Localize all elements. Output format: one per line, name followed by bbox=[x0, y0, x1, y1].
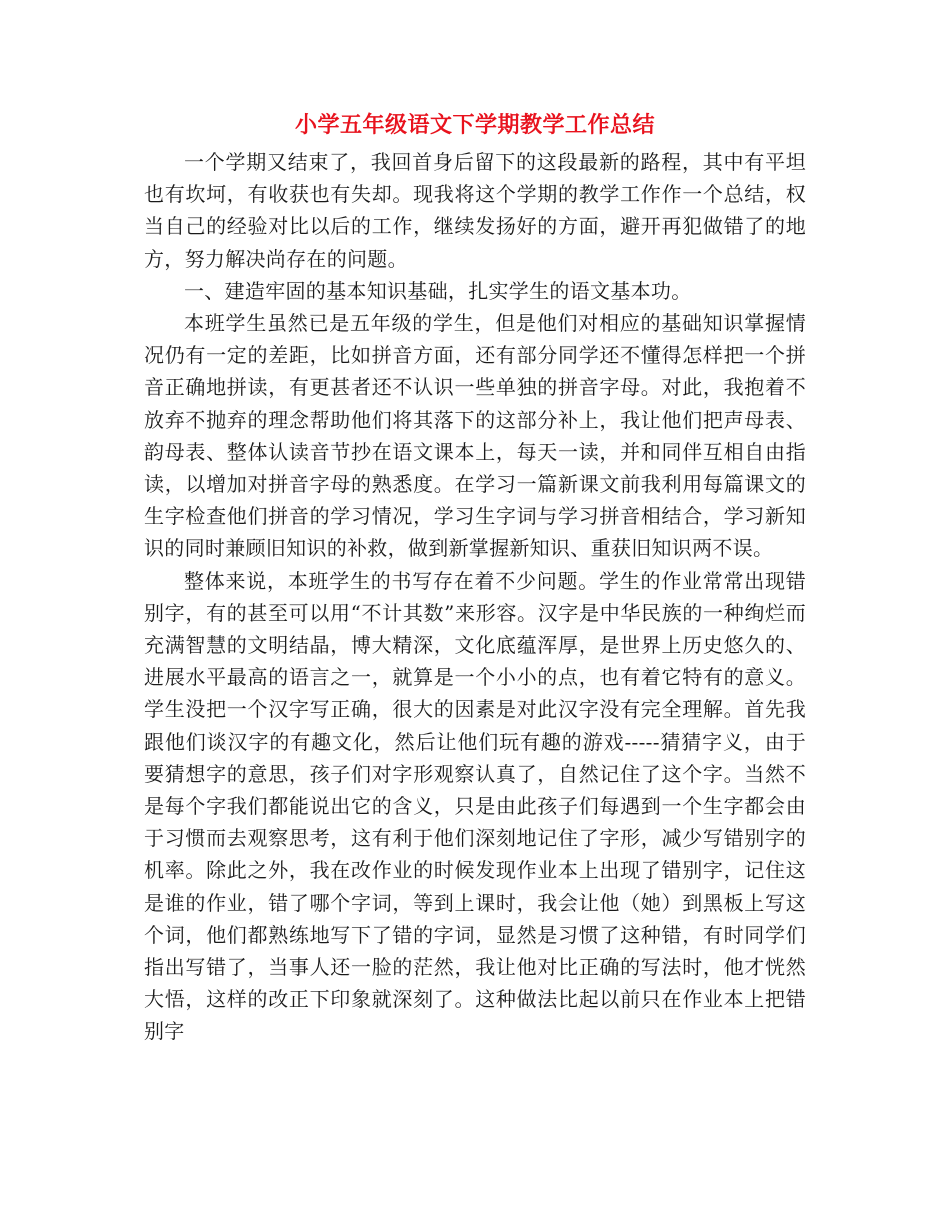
intro-paragraph: 一个学期又结束了，我回首身后留下的这段最新的路程，其中有平坦也有坎坷，有收获也有失却。现我将这个学期的教学工作作一个总结，权当自己的经验对比以后的工作，继续发扬好的方面，避开再犯做错了的地方，努力解决尚存在的问题。 bbox=[144, 150, 806, 271]
document-body bbox=[144, 146, 806, 1048]
section-heading-1: 一、建造牢固的基本知识基础，扎实学生的语文基本功。 bbox=[184, 278, 692, 303]
pinyin-paragraph: 本班学生虽然已是五年级的学生，但是他们对相应的基础知识掌握情况仍有一定的差距，比如拼音方面，还有部分同学还不懂得怎样把一个拼音正确地拼读，有更甚者还不认识一些单独的拼音字母。对此，我抱着不放弃不抛弃的理念帮助他们将其落下的这部分补上，我让他们把声母表、韵母表、整体认读音节抄在语文课本上，每天一读，并和同伴互相自由指读，以增加对拼音字母的熟悉度。在学习一篇新课文前我利用每篇课文的生字检查他们拼音的学习情况，学习生字词与学习拼音相结合，学习新知识的同时兼顾旧知识的补救，做到新掌握新知识、重获旧知识两不误。 bbox=[144, 311, 806, 561]
document-title: 小学五年级语文下学期教学工作总结 bbox=[294, 113, 655, 138]
writing-paragraph: 整体来说，本班学生的书写存在着不少问题。学生的作业常常出现错别字，有的甚至可以用“不计其数”来形容。汉字是中华民族的一种绚烂而充满智慧的文明结晶，博大精深，文化底蕴浑厚，是世界上历史悠久的、进展水平最高的语言之一，就算是一个小小的点，也有着它特有的意义。学生没把一个汉字写正确，很大的因素是对此汉字没有完全理解。首先我跟他们谈汉字的有趣文化，然后让他们玩有趣的游戏-----猜猜字义，由于要猜想字的意思，孩子们对字形观察认真了，自然记住了这个字。当然不是每个字我们都能说出它的含义，只是由此孩子们每遇到一个生字都会由于习惯而去观察思考，这有利于他们深刻地记住了字形，减少写错别字的机率。除此之外，我在改作业的时候发现作业本上出现了错别字，记住这是谁的作业，错了哪个字词，等到上课时，我会让他（她）到黑板上写这个词，他们都熟练地写下了错的字词，显然是习惯了这种错，有时同学们指出写错了，当事人还一脸的茫然，我让他对比正确的写法时，他才恍然大悟，这样的改正下印象就深刻了。这种做法比起以前只在作业本上把错别字 bbox=[144, 568, 806, 1044]
